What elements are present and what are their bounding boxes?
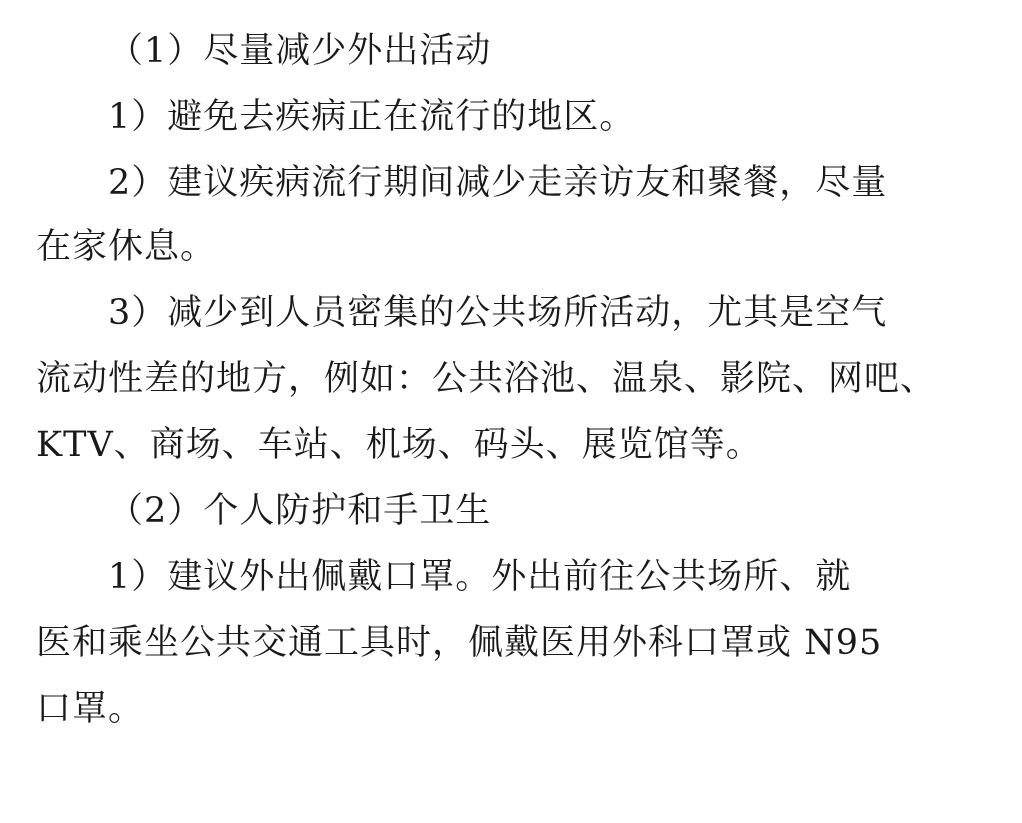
section-1 xyxy=(36,18,986,478)
section-heading: （1）尽量减少外出活动 xyxy=(108,31,492,71)
paragraph-line: 口罩。 xyxy=(36,689,145,729)
section-heading: （2）个人防护和手卫生 xyxy=(108,491,492,531)
list-item xyxy=(36,150,986,280)
paragraph-line: 2）建议疾病流行期间减少走亲访友和聚餐，尽量 xyxy=(108,163,888,203)
paragraph-line: 流动性差的地方，例如：公共浴池、温泉、影院、网吧、 xyxy=(36,359,937,399)
section-2 xyxy=(36,478,986,742)
list-item xyxy=(36,544,986,742)
paragraph-line: 在家休息。 xyxy=(36,227,217,267)
paragraph-line: 1）建议外出佩戴口罩。外出前往公共场所、就 xyxy=(108,557,852,597)
paragraph-line: 1）避免去疾病正在流行的地区。 xyxy=(108,97,636,137)
paragraph-line: 医和乘坐公共交通工具时，佩戴医用外科口罩或 N95 xyxy=(36,623,883,663)
paragraph-line: KTV、商场、车站、机场、码头、展览馆等。 xyxy=(36,425,762,465)
list-item xyxy=(36,280,986,478)
paragraph-line: 3）减少到人员密集的公共场所活动，尤其是空气 xyxy=(108,293,888,333)
list-item xyxy=(36,84,986,150)
